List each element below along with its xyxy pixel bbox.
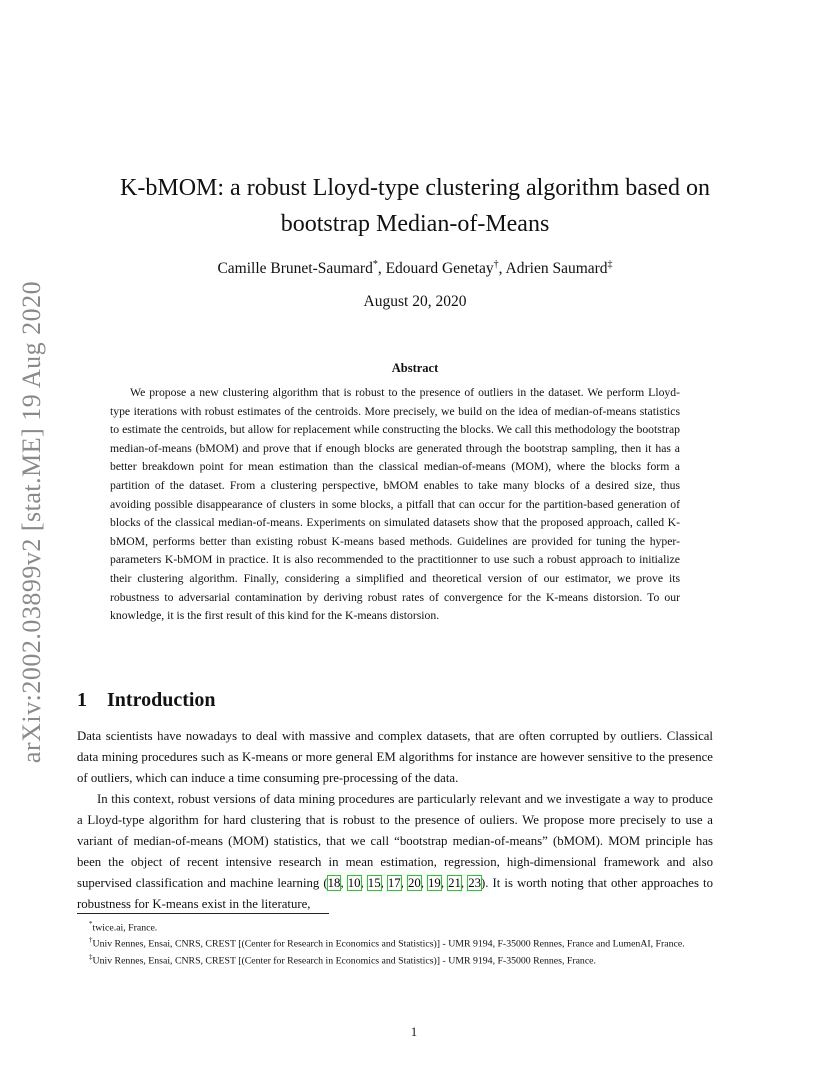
author-footnote-mark[interactable]: †	[493, 259, 499, 270]
author-list: Camille Brunet-Saumard*, Edouard Genetay†, Adrien Saumard‡	[217, 259, 613, 278]
paper-title-line-1: K-bMOM: a robust Lloyd-type clustering algorithm based on	[120, 175, 710, 201]
paragraph-text: In this context, robust versions of data mining procedures are particularly relevant and we investigate a way to produce a Lloyd-type algorithm for hard clustering that is robust to the presence of ouliers. We propose more precisely to use a variant of median-of-means (MOM) statistics, that we call “bootstrap median-of-means” (bMOM). MOM principle has been the object of recent intensive research in mean estimation, regression, high-dimensional framework and also supervised classification and machine learning (	[77, 792, 713, 890]
citation-link[interactable]: 19	[428, 876, 441, 890]
author-footnote-mark[interactable]: ‡	[607, 259, 613, 270]
footnote-text: twice.ai, France.	[92, 922, 158, 934]
footnote-text: Univ Rennes, Ensai, CNRS, CREST [(Center for Research in Economics and Statistics)] - UMR 9194, F-35000 Rennes, France and LumenAI, France.	[92, 938, 685, 950]
page-number: 1	[410, 1025, 418, 1039]
section-heading	[77, 689, 216, 712]
section-title: Introduction	[107, 689, 216, 711]
paragraph-text: ). It is worth noting that other approaches to robustness for K-means exist in the literature,	[77, 876, 713, 911]
abstract-heading: Abstract	[391, 361, 439, 375]
footnote-mark: †	[89, 936, 93, 945]
footnote	[77, 951, 713, 967]
abstract-text: We propose a new clustering algorithm that is robust to the presence of outliers in the dataset. We perform Lloyd-type iterations with robust estimates of the centroids. More precisely, we build on the idea of median-of-means statistics to estimate the centroids, but allow for replacement while constructing the blocks. We call this methodology the bootstrap median-of-means (bMOM) and prove that if enough blocks are generated through the bootstrap sampling, then it has a better breakdown point for mean estimation than the classical median-of-means (MOM), where the blocks form a partition of the dataset. From a clustering perspective, bMOM enables to take many blocks of a desired size, thus avoiding possible disappearance of clusters in some blocks, a pitfall that can occur for the partition-based generation of blocks of the classical median-of-means. Experiments on simulated datasets show that the proposed approach, called K-bMOM, performs better than existing robust K-means based methods. Guidelines are provided for tuning the hyper-parameters K-bMOM in practice. It is also recommended to the practitionner to use such a robust approach to initialize their clustering algorithm. Finally, considering a simplified and theoretical version of our estimator, we prove its robustness to adversarial contamination by deriving robust rates of convergence for the K-means distorsion. To our knowledge, it is the first result of this kind for the K-means distorsion.	[110, 386, 680, 623]
footnote	[77, 918, 713, 934]
section-number: 1	[77, 689, 87, 711]
citation-link[interactable]: 23	[468, 876, 481, 890]
intro-paragraph-2: In this context, robust versions of data mining procedures are particularly relevant and we investigate a way to produce a Lloyd-type algorithm for hard clustering that is robust to the presence of ouliers. We propose more precisely to use a variant of median-of-means (MOM) statistics, that we call “bootstrap median-of-means” (bMOM). MOM principle has been the object of recent intensive research in mean estimation, regression, high-dimensional framework and also supervised classification and machine learning (18, 10, 15, 17, 20, 19, 21, 23). It is worth noting that other approaches to robustness for K-means exist in the literature,	[77, 792, 713, 911]
footnote-divider	[77, 913, 329, 914]
footnote-mark: ‡	[89, 952, 93, 961]
paper-title-line-2: bootstrap Median-of-Means	[280, 211, 550, 237]
paper-title	[80, 170, 750, 242]
citation-link[interactable]: 17	[387, 876, 401, 890]
author-footnote-mark[interactable]: *	[372, 259, 378, 270]
intro-paragraph-1: Data scientists have nowadays to deal with massive and complex datasets, that are often corrupted by outliers. Classical data mining procedures such as K-means or more general EM algorithms for instance are however sensitive to the presence of outliers, which can induce a time consuming pre-processing of the data.	[77, 729, 713, 785]
citation-link[interactable]: 18	[327, 876, 341, 890]
footnote-text: Univ Rennes, Ensai, CNRS, CREST [(Center for Research in Economics and Statistics)] - UMR 9194, F-35000 Rennes, France.	[92, 955, 596, 967]
footnote-mark: *	[89, 920, 93, 928]
author-name: Edouard Genetay	[385, 260, 494, 278]
citation-link[interactable]: 20	[407, 876, 421, 890]
author-name: Camille Brunet-Saumard	[217, 260, 373, 278]
author-name: Adrien Saumard	[505, 260, 608, 278]
publication-date: August 20, 2020	[363, 293, 467, 310]
footnotes	[77, 918, 713, 967]
arxiv-identifier-text: arXiv:2002.03899v2 [stat.ME] 19 Aug 2020	[17, 280, 46, 764]
citation-link[interactable]: 15	[367, 876, 381, 890]
arxiv-identifier	[12, 272, 52, 772]
footnote	[77, 934, 713, 950]
citation-link[interactable]: 21	[448, 876, 461, 890]
citation-link[interactable]: 10	[347, 876, 361, 890]
